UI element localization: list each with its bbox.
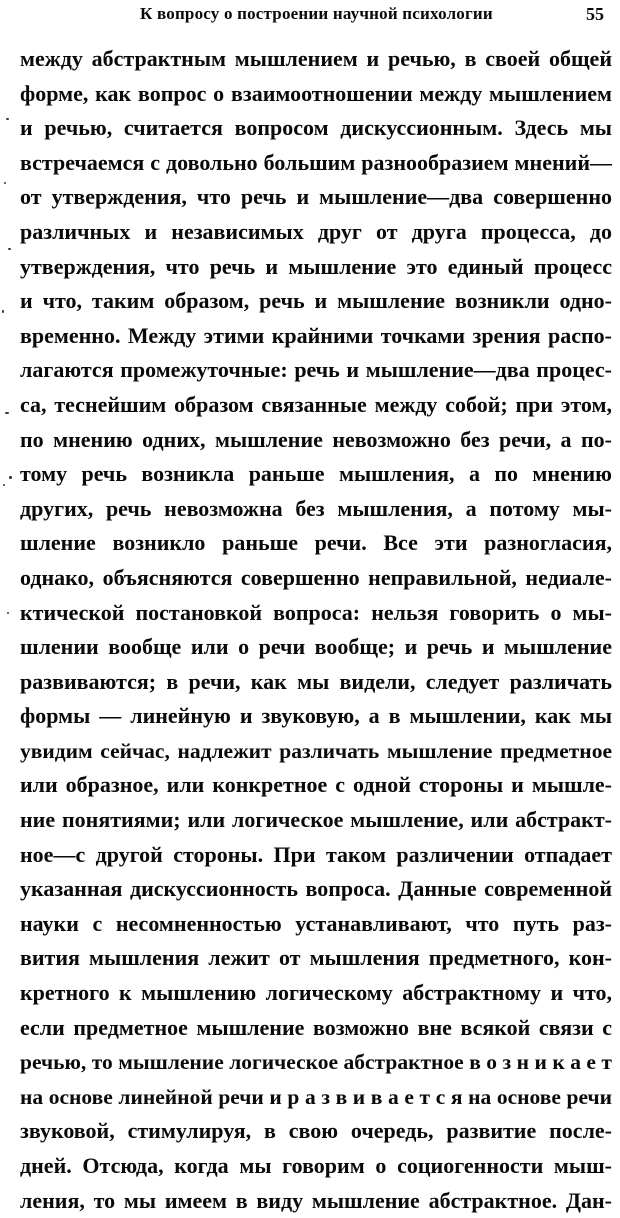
text-line: шлении вообще или о речи вообще; и речь и мышление	[20, 634, 612, 660]
running-title: К вопросу о построении научной психологии	[140, 4, 493, 23]
running-head	[20, 4, 612, 28]
text-line: увидим сейчас, надлежит различать мышление предметное	[20, 738, 612, 763]
text-line: дней. Отсюда, когда мы говорим о социогенности мыш-	[20, 1153, 612, 1178]
margin-speck	[9, 476, 12, 479]
text-line: тому речь возникла раньше мышления, а по мнению	[20, 461, 612, 487]
text-line: указанная дискуссионность вопроса. Данные современной	[20, 876, 612, 902]
text-line: звуковой, стимулируя, в свою очередь, развитие после-	[20, 1118, 612, 1144]
text-line: утверждения, что речь и мышление это единый процесс	[20, 253, 612, 279]
text-line: ления, то мы имеем в виду мышление абстрактное. Дан-	[20, 1187, 612, 1213]
text-line: встречаемся с довольно большим разнообразием мнений—	[20, 149, 612, 175]
body-text	[20, 42, 612, 1218]
text-line: однако, объясняются совершенно неправильной, недиале-	[20, 564, 612, 590]
margin-speck	[2, 310, 4, 313]
text-line: если предметное мышление возможно вне всякой связи с	[20, 1014, 612, 1040]
text-line: формы — линейную и звуковую, а в мышлении, как мы	[20, 703, 612, 729]
text-line: науки с несомненностью устанавливают, что путь раз-	[20, 910, 612, 936]
text-line: речью, то мышление логическое абстрактное в о з н и к а е т	[20, 1050, 612, 1075]
margin-specks	[0, 0, 18, 990]
text-line: лагаются промежуточные: речь и мышление—два процес-	[20, 357, 612, 383]
text-line: кретного к мышлению логическому абстрактному и что,	[20, 980, 612, 1006]
margin-speck	[4, 182, 6, 184]
text-line: ктической постановкой вопроса: нельзя говорить о мы-	[20, 599, 612, 625]
text-line: по мнению одних, мышление невозможно без речи, а по-	[20, 426, 612, 452]
text-line: форме, как вопрос о взаимоотношении между мышлением	[20, 80, 612, 106]
text-line: или образное, или конкретное с одной стороны и мышле-	[20, 772, 612, 798]
margin-speck	[6, 118, 9, 120]
margin-speck	[5, 412, 9, 414]
margin-speck	[7, 612, 9, 614]
text-line: временно. Между этими крайними точками зрения распо-	[20, 322, 612, 348]
margin-speck	[3, 484, 5, 486]
text-line: шление возникло раньше речи. Все эти разногласия,	[20, 530, 612, 556]
text-line: от утверждения, что речь и мышление—два совершенно	[20, 184, 612, 210]
text-line: других, речь невозможна без мышления, а потому мы-	[20, 495, 612, 521]
text-line: ние понятиями; или логическое мышление, или абстракт-	[20, 807, 612, 833]
text-line: развиваются; в речи, как мы видели, следует различать	[20, 668, 612, 694]
margin-speck	[8, 248, 11, 250]
text-line: между абстрактным мышлением и речью, в своей общей	[20, 46, 612, 71]
text-line: ное—с другой стороны. При таком различении отпадает	[20, 841, 612, 867]
text-line: различных и независимых друг от друга процесса, до	[20, 218, 612, 244]
text-line: са, теснейшим образом связанные между собой; при этом,	[20, 391, 612, 417]
text-line: и речью, считается вопросом дискуссионным. Здесь мы	[20, 115, 612, 141]
text-line: и что, таким образом, речь и мышление возникли одно-	[20, 288, 612, 314]
text-line: вития мышления лежит от мышления предметного, кон-	[20, 945, 612, 971]
text-line: на основе линейной речи и р а з в и в а е т с я на основе речи	[20, 1084, 612, 1109]
page-number: 55	[586, 4, 604, 24]
